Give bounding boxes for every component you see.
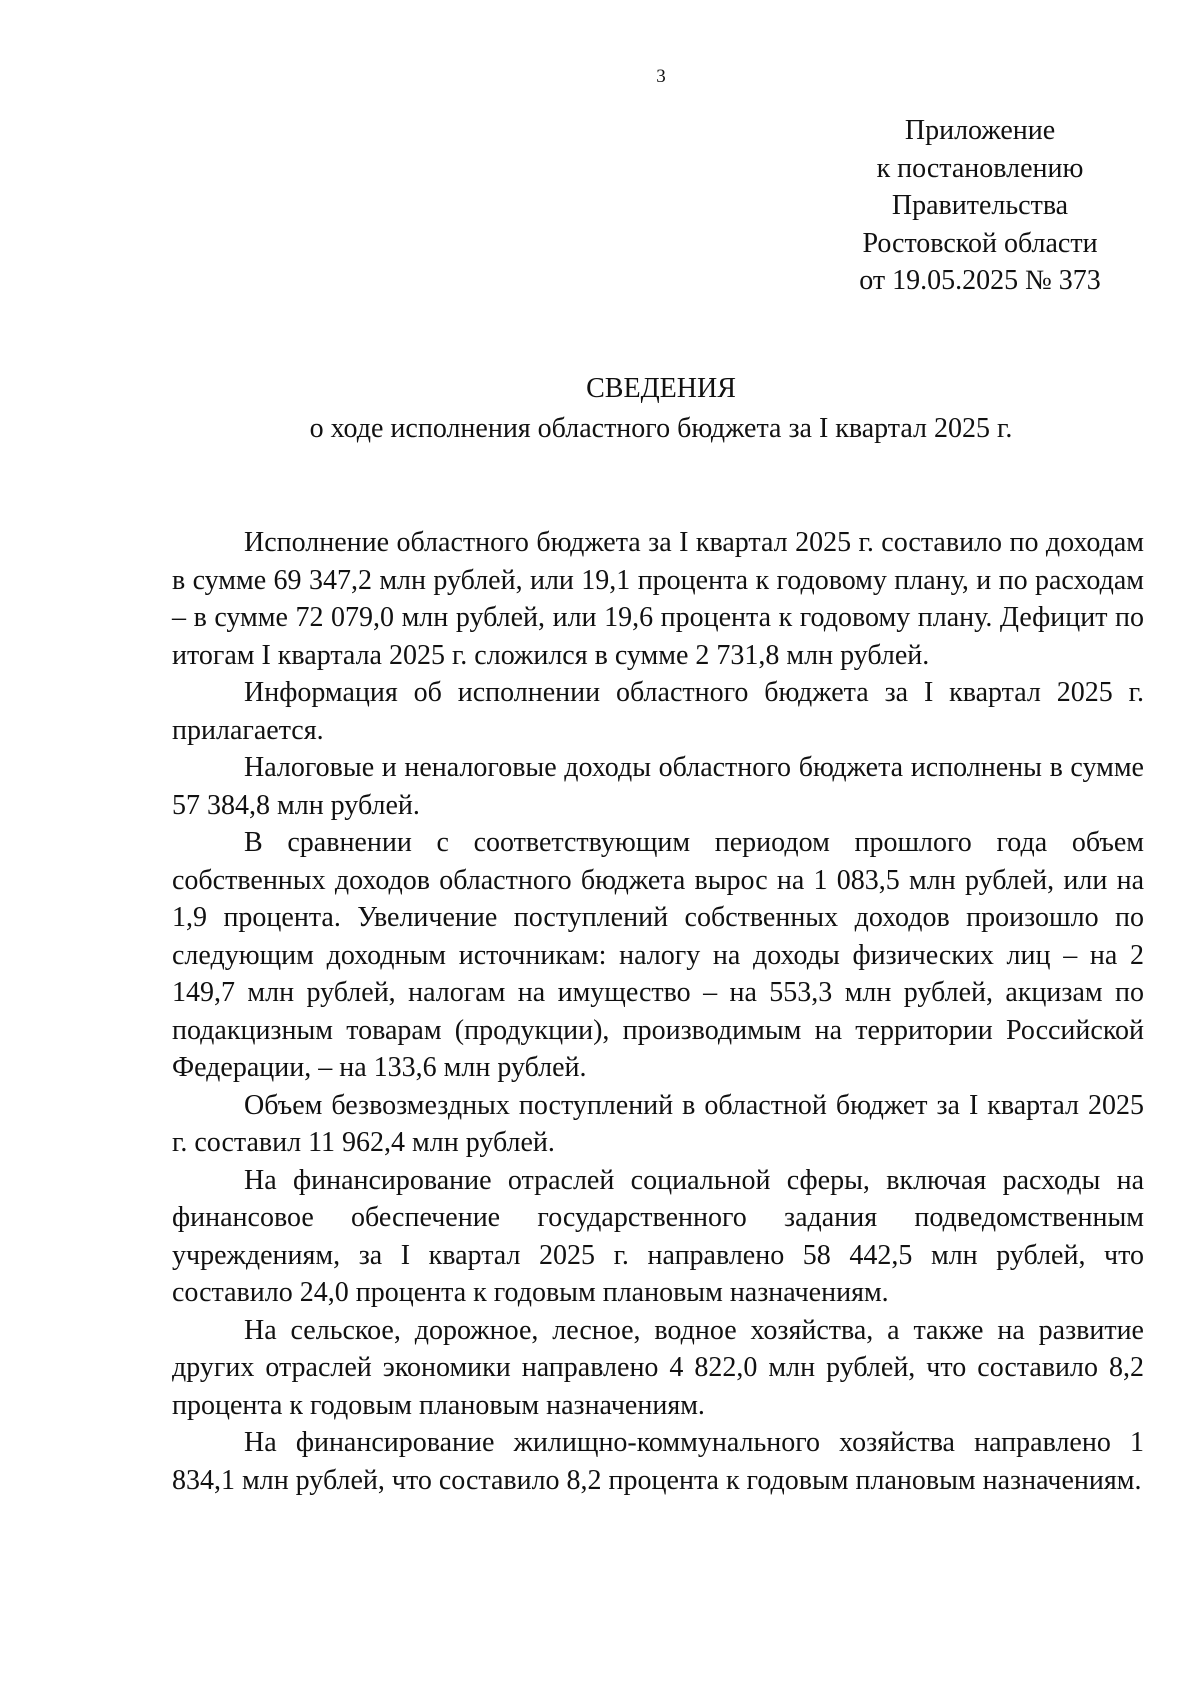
appendix-line: Ростовской области	[862, 227, 1098, 259]
appendix-line: от 19.05.2025 № 373	[859, 265, 1101, 296]
document-subtitle: о ходе исполнения областного бюджета за I квартал 2025 г.	[309, 413, 1013, 444]
body-paragraph: Налоговые и неналоговые доходы областного бюджета исполнены в сумме 57 384,8 млн рублей.	[172, 752, 1144, 821]
appendix-line: Правительства	[891, 190, 1069, 221]
document-title: СВЕДЕНИЯ	[586, 373, 736, 404]
document-body	[172, 524, 1144, 1499]
body-paragraph: На финансирование жилищно-коммунального хозяйства направлено 1 834,1 млн рублей, что составило 8,2 процента к годовым плановым назначениям.	[172, 1427, 1144, 1496]
body-paragraph: На сельское, дорожное, лесное, водное хозяйства, а также на развитие других отраслей экономики направлено 4 822,0 млн рублей, что составило 8,2 процента к годовым плановым назначениям.	[172, 1314, 1144, 1421]
appendix-line: Приложение	[904, 115, 1056, 146]
body-paragraph: Объем безвозмездных поступлений в областной бюджет за I квартал 2025 г. составил 11 962,4 млн рублей.	[172, 1089, 1144, 1158]
appendix-line: к постановлению	[876, 152, 1084, 184]
body-paragraph: Исполнение областного бюджета за I квартал 2025 г. составило по доходам в сумме 69 347,2 млн рублей, или 19,1 процента к годовому плану, и по расходам – в сумме 72 079,0 млн рублей, или 19,6 процента к годовому плану. Дефицит по итогам I квартала 2025 г. сложился в сумме 2 731,8 млн рублей.	[172, 527, 1144, 671]
body-paragraph: В сравнении с соответствующим периодом прошлого года объем собственных доходов областного бюджета вырос на 1 083,5 млн рублей, или на 1,9 процента. Увеличение поступлений собственных доходов произошло по следующим доходным источникам: налогу на доходы физических лиц – на 2 149,7 млн рублей, налогам на имущество – на 553,3 млн рублей, акцизам по подакцизным товарам (продукции), производимым на территории Российской Федерации, – на 133,6 млн рублей.	[172, 827, 1144, 1083]
body-paragraph: На финансирование отраслей социальной сферы, включая расходы на финансовое обеспечение государственного задания подведомственным учреждениям, за I квартал 2025 г. направлено 58 442,5 млн рублей, что составило 24,0 процента к годовым плановым назначениям.	[172, 1164, 1144, 1308]
appendix-block	[830, 112, 1130, 300]
body-paragraph: Информация об исполнении областного бюджета за I квартал 2025 г. прилагается.	[172, 677, 1144, 746]
page-number: 3	[656, 66, 666, 87]
